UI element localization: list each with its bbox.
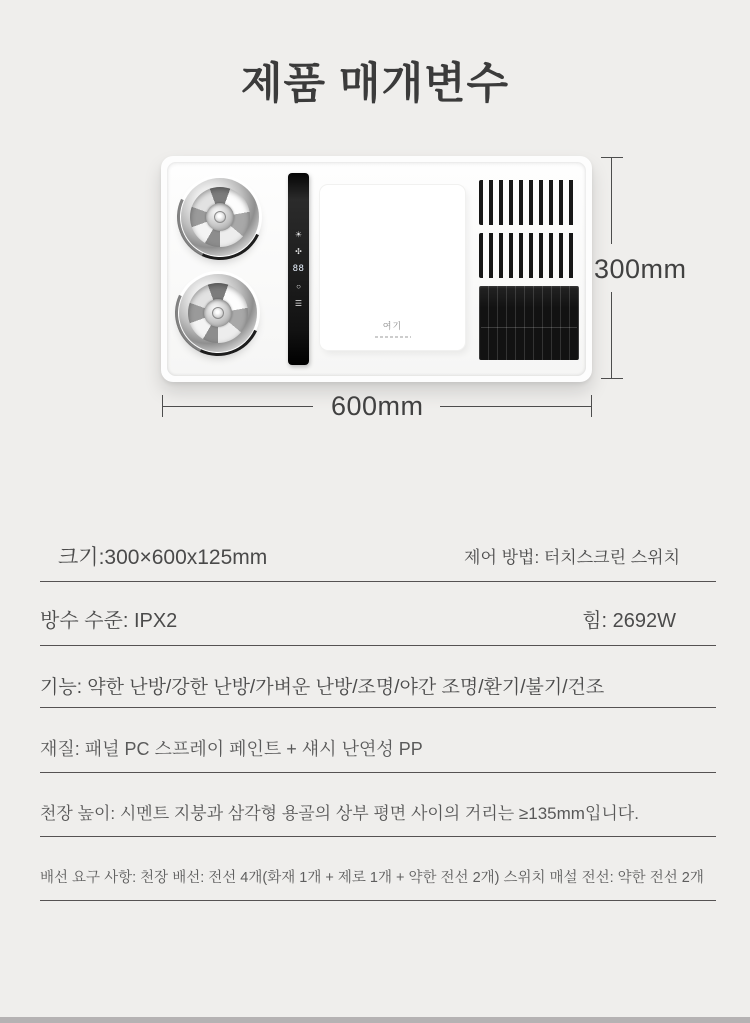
- height-dimension-label: 300mm: [594, 254, 687, 284]
- spec-functions-value: 기능: 약한 난방/강한 난방/가벼운 난방/조명/야간 조명/환기/불기/건조: [40, 677, 605, 698]
- dimension-line: [440, 406, 591, 407]
- spec-row-functions: [40, 646, 716, 708]
- heat-lamp-bottom: [179, 274, 257, 352]
- heat-lamp-reflector: [190, 187, 250, 247]
- grille-dark-section: [479, 286, 579, 360]
- page-title: 제품 매개변수: [240, 60, 510, 108]
- dimension-line: [163, 406, 313, 407]
- heat-lamp-socket: [206, 203, 234, 231]
- dimension-line: [611, 292, 612, 378]
- dimension-cap: [601, 378, 623, 379]
- product-image: [161, 156, 592, 382]
- power-icon: ○: [296, 281, 301, 291]
- spec-row-ceiling-height: [40, 773, 716, 837]
- vent-icon: ☰: [294, 298, 303, 308]
- spec-waterproof-level: 방수 수준: IPX2: [40, 610, 178, 632]
- heat-icon: ☀: [294, 229, 303, 239]
- spec-control-method: 제어 방법: 터치스크린 스위치: [464, 548, 680, 567]
- heat-lamp-bulb: [212, 307, 224, 319]
- spec-wiring-value: 배선 요구 사항: 천장 배선: 전선 4개(화재 1개 + 제로 1개 + 약한 전선 2개) 스위치 매설 전선: 약한 전선 2개: [40, 870, 704, 886]
- spec-row-size: [40, 522, 716, 582]
- bottom-divider-bar: [0, 1017, 750, 1023]
- spec-size-value: 크기:300×600x125mm: [58, 545, 268, 569]
- heat-lamp-top: [181, 178, 259, 256]
- heat-lamp-reflector: [188, 283, 248, 343]
- spec-row-material: [40, 708, 716, 773]
- width-dimension-label: 600mm: [331, 391, 424, 421]
- dimension-cap: [591, 395, 592, 417]
- spec-ceiling-height-value: 천장 높이: 시멘트 지붕과 삼각형 용골의 상부 평면 사이의 거리는 ≥135mm입니다.: [40, 804, 639, 823]
- dimension-line: [611, 158, 612, 244]
- vent-grille: [479, 180, 579, 362]
- grille-slats-middle: [479, 233, 579, 278]
- heat-lamp-socket: [204, 299, 232, 327]
- grille-slats-top: [479, 180, 579, 225]
- light-panel: [320, 185, 465, 350]
- heat-lamp-bulb: [214, 211, 226, 223]
- spec-power-value: 힘: 2692W: [582, 610, 676, 632]
- spec-material-value: 재질: 패널 PC 스프레이 페인트 + 섀시 난연성 PP: [40, 739, 423, 759]
- control-panel: [288, 173, 309, 365]
- temperature-display: 88: [292, 263, 305, 274]
- fan-icon: ✣: [295, 246, 302, 256]
- spec-row-waterproof-power: [40, 582, 716, 646]
- dimension-cap: [601, 157, 623, 158]
- brand-logo: 여기: [382, 321, 403, 331]
- brand-tagline-mark: [375, 336, 411, 338]
- spec-row-wiring: [40, 837, 716, 901]
